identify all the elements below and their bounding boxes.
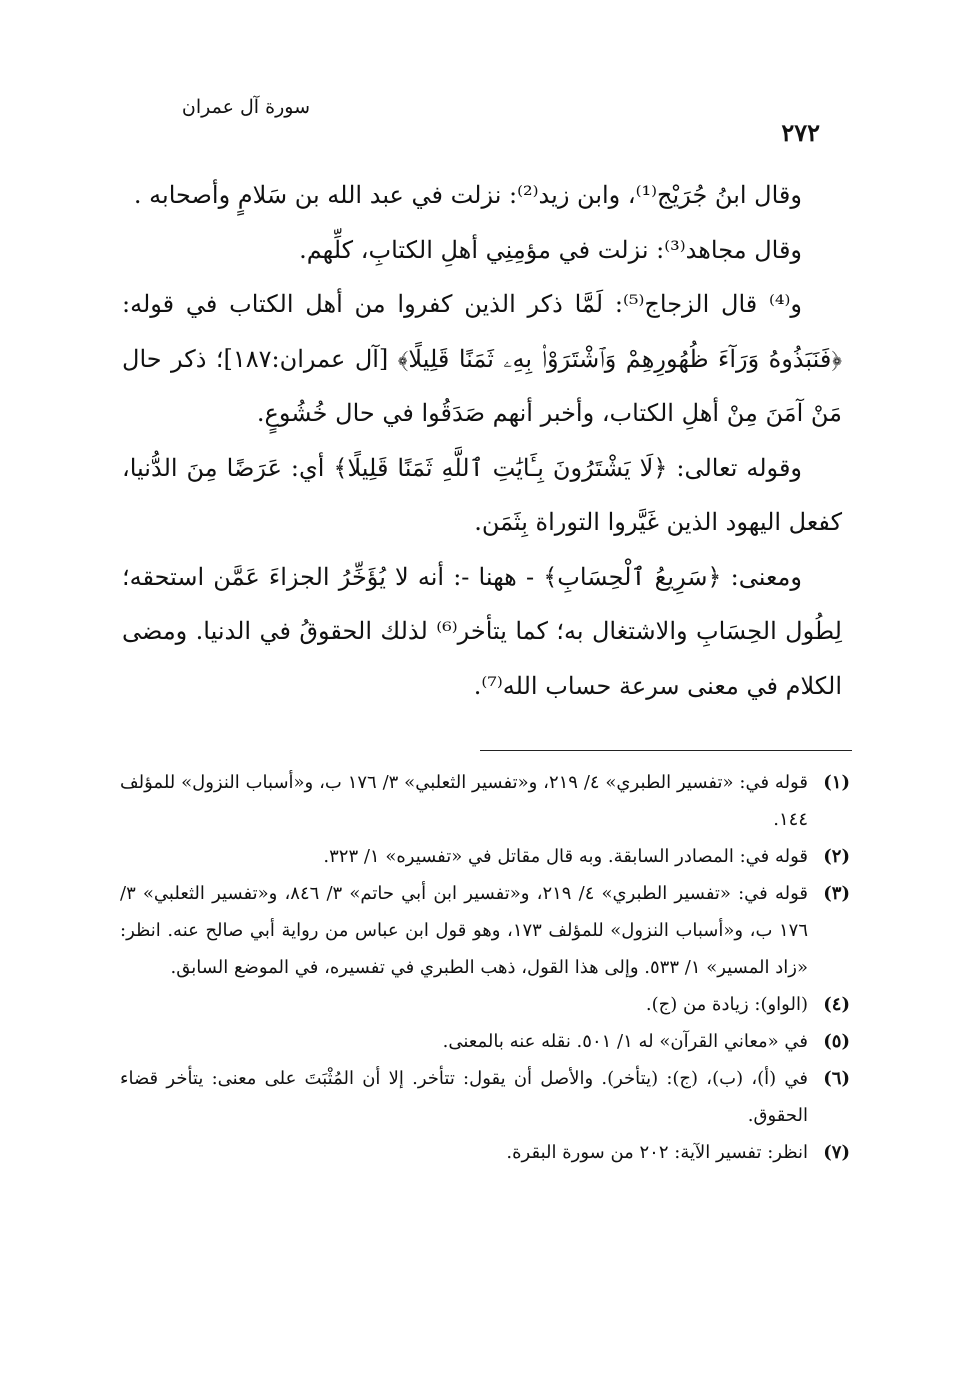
- paragraph: ومعنى: ﴿سَرِيعُ ٱلْحِسَابِ﴾ - ههنا -: أنه لا يُؤَخِّرُ الجزاءَ عَمَّن استحقه؛ لِطُول الحِسَابِ والاشتغال به؛ كما يتأخر⁽⁶⁾ لذلك الحقوقُ في الدنيا. ومضى الكلام في معنى سرعة حساب الله⁽⁷⁾.: [122, 562, 842, 700]
- footnote: [120, 764, 850, 838]
- page-number: ٢٧٢: [781, 118, 820, 147]
- footnote: [120, 838, 850, 875]
- paragraph: وقال مجاهد⁽³⁾: نزلت في مؤمِنِي أهلِ الكتابِ، كلِّهم.: [299, 235, 802, 264]
- footnote-text: قوله في: المصادر السابقة. وبه قال مقاتل في «تفسيره» ١/ ٣٢٣.: [323, 846, 808, 867]
- paragraph: وقال ابنُ جُرَيْج⁽¹⁾، وابن زيد⁽²⁾: نزلت في عبد الله بن سَلامٍ وأصحابه .: [133, 181, 802, 209]
- footnote-number: (١): [823, 772, 850, 793]
- footnote: [120, 1023, 850, 1060]
- page-header: [120, 96, 830, 156]
- footnote-text: في «معاني القرآن» له ١/ ٥٠١. نقله عنه بالمعنى.: [442, 1031, 808, 1052]
- footnote-number: (٢): [823, 846, 850, 867]
- footnote-number: (٤): [823, 994, 850, 1015]
- footnote: [120, 1060, 850, 1134]
- main-text: [122, 168, 842, 713]
- footnote-number: (٧): [823, 1142, 850, 1163]
- footnote-text: قوله في: «تفسير الطبري» ٤/ ٢١٩، و«تفسير الثعلبي» ٣/ ١٧٦ ب، و«أسباب النزول» للمؤلف ١٤٤.: [120, 772, 808, 830]
- footnote-text: (الواو): زيادة من (ج).: [645, 994, 808, 1015]
- footnote: [120, 875, 850, 986]
- footnote-number: (٥): [823, 1031, 850, 1052]
- paragraph: و⁽⁴⁾ قال الزجاج⁽⁵⁾: لَمَّا ذكر الذين كفروا من أهل الكتاب في قوله: ﴿فَنَبَذُوهُ وَرَآءَ ظُهُورِهِمْ وَٱشْتَرَوْا۟ بِهِۦ ثَمَنًا قَلِيلًا﴾ [آل عمران:١٨٧]؛ ذكر حال مَنْ آمَنَ مِنْ أهلِ الكتاب، وأخبر أنهم صَدَقُوا في حال خُشُوعٍ.: [122, 290, 842, 427]
- running-title: سورة آل عمران: [181, 96, 310, 118]
- footnote: [120, 1134, 850, 1171]
- footnote-text: قوله في: «تفسير الطبري» ٤/ ٢١٩، و«تفسير ابن أبي حاتم» ٣/ ٨٤٦، و«تفسير الثعلبي» ٣/ ١٧٦ ب، و«أسباب النزول» للمؤلف ١٧٣، وهو قول ابن عباس من رواية أبي صالح عنه. انظر: «زاد المسير» ١/ ٥٣٣. وإلى هذا القول، ذهب الطبري في تفسيره، في الموضع السابق.: [120, 883, 808, 978]
- footnote-separator: [480, 750, 852, 751]
- footnote-text: في (أ)، (ب)، (ج): (يتأخر). والأصل أن يقول: تتأخر. إلا أن المُثْبَتَ على معنى: يتأخر قضاء الحقوق.: [120, 1068, 808, 1126]
- footnotes: [120, 764, 850, 1171]
- paragraph: وقوله تعالى: ﴿لَا يَشْتَرُونَ بِـَٔايَٰتِ ٱللَّهِ ثَمَنًا قَلِيلًا﴾ أي: عَرَضًا مِنَ الدُّنيا، كفعل اليهود الذين غَيَّروا التوراة بِثَمَن.: [122, 453, 842, 536]
- footnote-number: (٣): [823, 883, 850, 904]
- footnote: [120, 986, 850, 1023]
- footnote-text: انظر: تفسير الآية: ٢٠٢ من سورة البقرة.: [506, 1142, 808, 1163]
- footnote-number: (٦): [823, 1068, 850, 1089]
